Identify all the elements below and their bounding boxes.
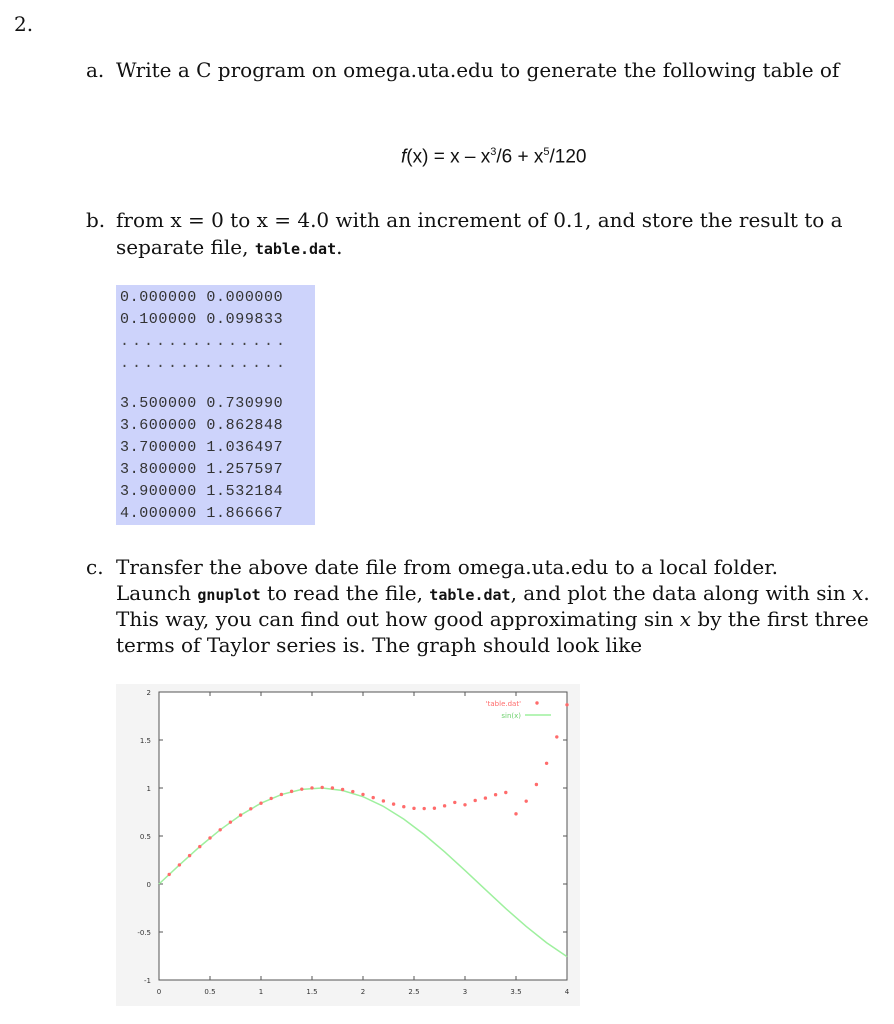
part-a-text: Write a C program on omega.uta.edu to generate the following table of xyxy=(116,58,840,82)
formula-part3: /120 xyxy=(549,146,587,168)
data-point xyxy=(565,703,568,706)
data-point xyxy=(310,786,313,789)
data-point xyxy=(423,807,426,810)
data-point xyxy=(290,790,293,793)
data-point xyxy=(208,836,211,839)
plot-area xyxy=(159,692,567,980)
table-row: 0.100000 0.099833 xyxy=(120,311,284,328)
data-point xyxy=(453,801,456,804)
data-point xyxy=(463,803,466,806)
data-point xyxy=(300,787,303,790)
data-point xyxy=(249,807,252,810)
x-tick-label: 4 xyxy=(564,988,570,996)
data-point xyxy=(239,813,242,816)
data-point xyxy=(525,799,528,802)
table-row: 3.700000 1.036497 xyxy=(120,439,284,456)
gnuplot-graph xyxy=(116,684,580,1006)
data-point xyxy=(331,786,334,789)
data-point xyxy=(504,791,507,794)
data-point xyxy=(443,804,446,807)
data-point xyxy=(351,790,354,793)
part-c-line4: terms of Taylor series is. The graph should look like xyxy=(116,633,643,657)
data-point xyxy=(433,807,436,810)
table-row: 3.600000 0.862848 xyxy=(120,417,284,434)
y-tick-label: 1.5 xyxy=(139,737,151,745)
table-row: 0.000000 0.000000 xyxy=(120,289,284,306)
formula-part2: /6 + x xyxy=(496,146,544,168)
table-ellipsis: .............. xyxy=(120,355,289,372)
data-point xyxy=(280,793,283,796)
gnuplot-code: gnuplot xyxy=(197,586,261,604)
data-point xyxy=(412,807,415,810)
part-b-line2-end: . xyxy=(336,235,343,259)
x-tick-label: 2 xyxy=(360,988,366,996)
legend-label-sin: sin(x) xyxy=(501,712,521,720)
part-c-line2-b: to read the file, xyxy=(260,581,430,605)
data-point xyxy=(372,796,375,799)
data-point xyxy=(178,863,181,866)
x-tick-label: 0.5 xyxy=(204,988,216,996)
legend-label-table: 'table.dat' xyxy=(485,700,521,708)
part-c-line2-c: , and plot the data along with sin xyxy=(510,581,853,605)
filename-code: table.dat xyxy=(429,586,511,604)
part-b-line2 xyxy=(116,234,342,262)
data-point xyxy=(219,828,222,831)
formula-exp3: 3 xyxy=(490,146,497,158)
y-tick-label: 0.5 xyxy=(139,833,151,841)
data-point xyxy=(535,783,538,786)
y-tick-label: -1 xyxy=(144,977,151,985)
data-point xyxy=(555,735,558,738)
x-tick-label: 2.5 xyxy=(408,988,420,996)
formula xyxy=(401,146,586,168)
table-row: 3.500000 0.730990 xyxy=(120,395,284,412)
part-c-line3-b: by the first three xyxy=(691,607,869,631)
data-point xyxy=(494,793,497,796)
y-tick-label: -0.5 xyxy=(137,929,151,937)
data-point xyxy=(474,799,477,802)
x-tick-label: 3.5 xyxy=(510,988,522,996)
part-b-line1: from x = 0 to x = 4.0 with an increment of 0.1, and store the result to a xyxy=(116,208,843,232)
x-tick-label: 0 xyxy=(156,988,162,996)
data-point xyxy=(259,801,262,804)
x-tick-label: 3 xyxy=(462,988,468,996)
data-table-box xyxy=(116,285,315,525)
part-c-line2-x: x xyxy=(852,581,864,605)
data-point xyxy=(402,805,405,808)
data-point xyxy=(514,812,517,815)
part-c-line3-x: x xyxy=(679,607,692,631)
data-point xyxy=(270,797,273,800)
x-tick-label: 1.5 xyxy=(306,988,318,996)
data-point xyxy=(168,873,171,876)
part-b-letter: b. xyxy=(86,208,106,232)
formula-f: f xyxy=(401,146,407,168)
table-row: 3.900000 1.532184 xyxy=(120,483,284,500)
part-c-line2-d: . xyxy=(863,581,870,605)
formula-exp5: 5 xyxy=(543,146,550,158)
part-b-line2-text: separate file, xyxy=(116,235,255,259)
data-point xyxy=(545,762,548,765)
part-c-line2 xyxy=(116,580,870,608)
y-tick-label: 0 xyxy=(146,881,151,889)
table-row: 3.800000 1.257597 xyxy=(120,461,284,478)
part-c-letter: c. xyxy=(86,555,104,579)
data-point xyxy=(392,802,395,805)
legend-marker-table xyxy=(535,701,538,704)
part-c-line3 xyxy=(116,606,869,632)
filename-code: table.dat xyxy=(254,240,337,258)
table-ellipsis: .............. xyxy=(120,333,289,350)
data-point xyxy=(484,796,487,799)
part-c-line1: Transfer the above date file from omega.uta.edu to a local folder. xyxy=(116,555,778,579)
data-point xyxy=(341,788,344,791)
x-tick-label: 1 xyxy=(258,988,264,996)
formula-part1: (x) = x – x xyxy=(406,146,491,168)
part-c-line2-a: Launch xyxy=(116,581,198,605)
y-tick-label: 1 xyxy=(146,785,151,793)
plot-svg xyxy=(116,684,580,1006)
table-row: 4.000000 1.866667 xyxy=(120,505,284,522)
data-point xyxy=(382,799,385,802)
data-point xyxy=(198,845,201,848)
data-point xyxy=(361,793,364,796)
part-a-letter: a. xyxy=(86,58,105,82)
data-point xyxy=(321,786,324,789)
y-tick-label: 2 xyxy=(146,689,151,697)
data-point xyxy=(229,820,232,823)
data-point xyxy=(188,854,191,857)
part-c-line3-a: This way, you can find out how good approximating sin xyxy=(116,607,680,631)
problem-number: 2. xyxy=(14,12,34,36)
